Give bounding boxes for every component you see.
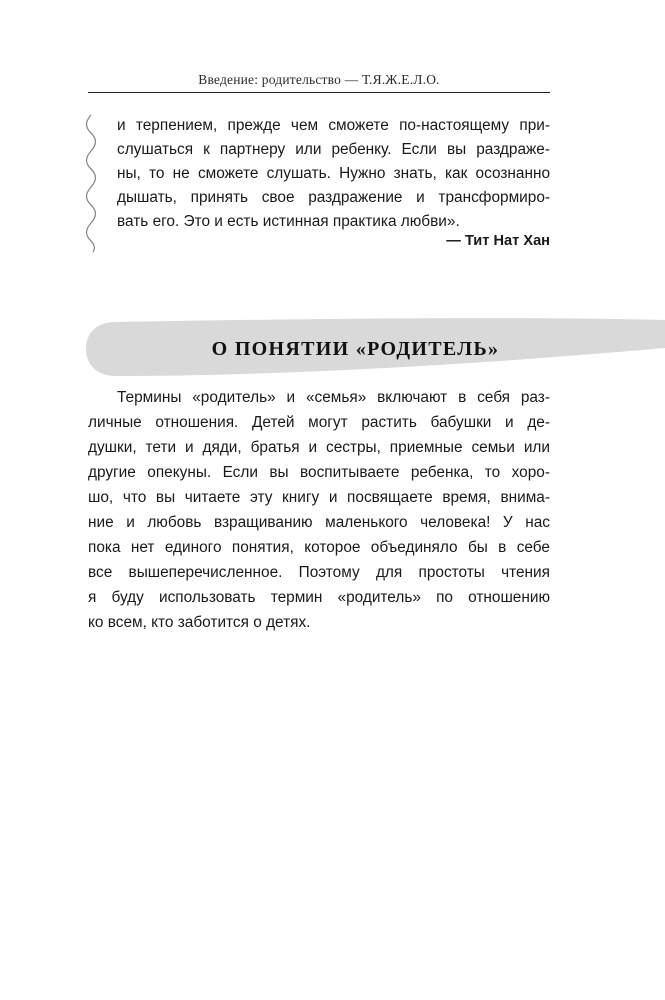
body-line: пока нет единого понятия, которое объединяло бы в себе (88, 539, 550, 556)
quote-line: и терпением, прежде чем сможете по-настоящему при- (117, 117, 550, 134)
quote-line: вать его. Это и есть истинная практика любви». (117, 213, 460, 230)
section-heading-banner (86, 318, 665, 380)
wavy-ornament-icon (84, 113, 98, 253)
body-line: все вышеперечисленное. Поэтому для простоты чтения (88, 564, 550, 581)
body-line: шо, что вы читаете эту книгу и посвящаете время, внима- (88, 489, 550, 506)
running-head: Введение: родительство — Т.Я.Ж.Е.Л.О. (198, 72, 440, 87)
section-title: О ПОНЯТИИ «РОДИТЕЛЬ» (211, 338, 500, 360)
body-line: личные отношения. Детей могут растить бабушки и де- (88, 414, 550, 431)
body-line: я буду использовать термин «родитель» по отношению (88, 589, 550, 606)
header-rule (88, 92, 550, 93)
quote-line: слушаться к партнеру или ребенку. Если вы раздраже- (117, 141, 550, 158)
body-line: Термины «родитель» и «семья» включают в себя раз- (117, 389, 550, 406)
quote-attribution: — Тит Нат Хан (446, 233, 550, 249)
body-line: душки, тети и дяди, братья и сестры, приемные семьи или (88, 439, 550, 456)
body-line: другие опекуны. Если вы воспитываете ребенка, то хоро- (88, 464, 550, 481)
body-line: ко всем, кто заботится о детях. (88, 614, 311, 631)
quote-line: дышать, принять свое раздражение и трансформиро- (117, 189, 550, 206)
quote-line: ны, то не сможете слушать. Нужно знать, как осознанно (117, 165, 550, 182)
body-line: ние и любовь взращиванию маленького человека! У нас (88, 514, 550, 531)
